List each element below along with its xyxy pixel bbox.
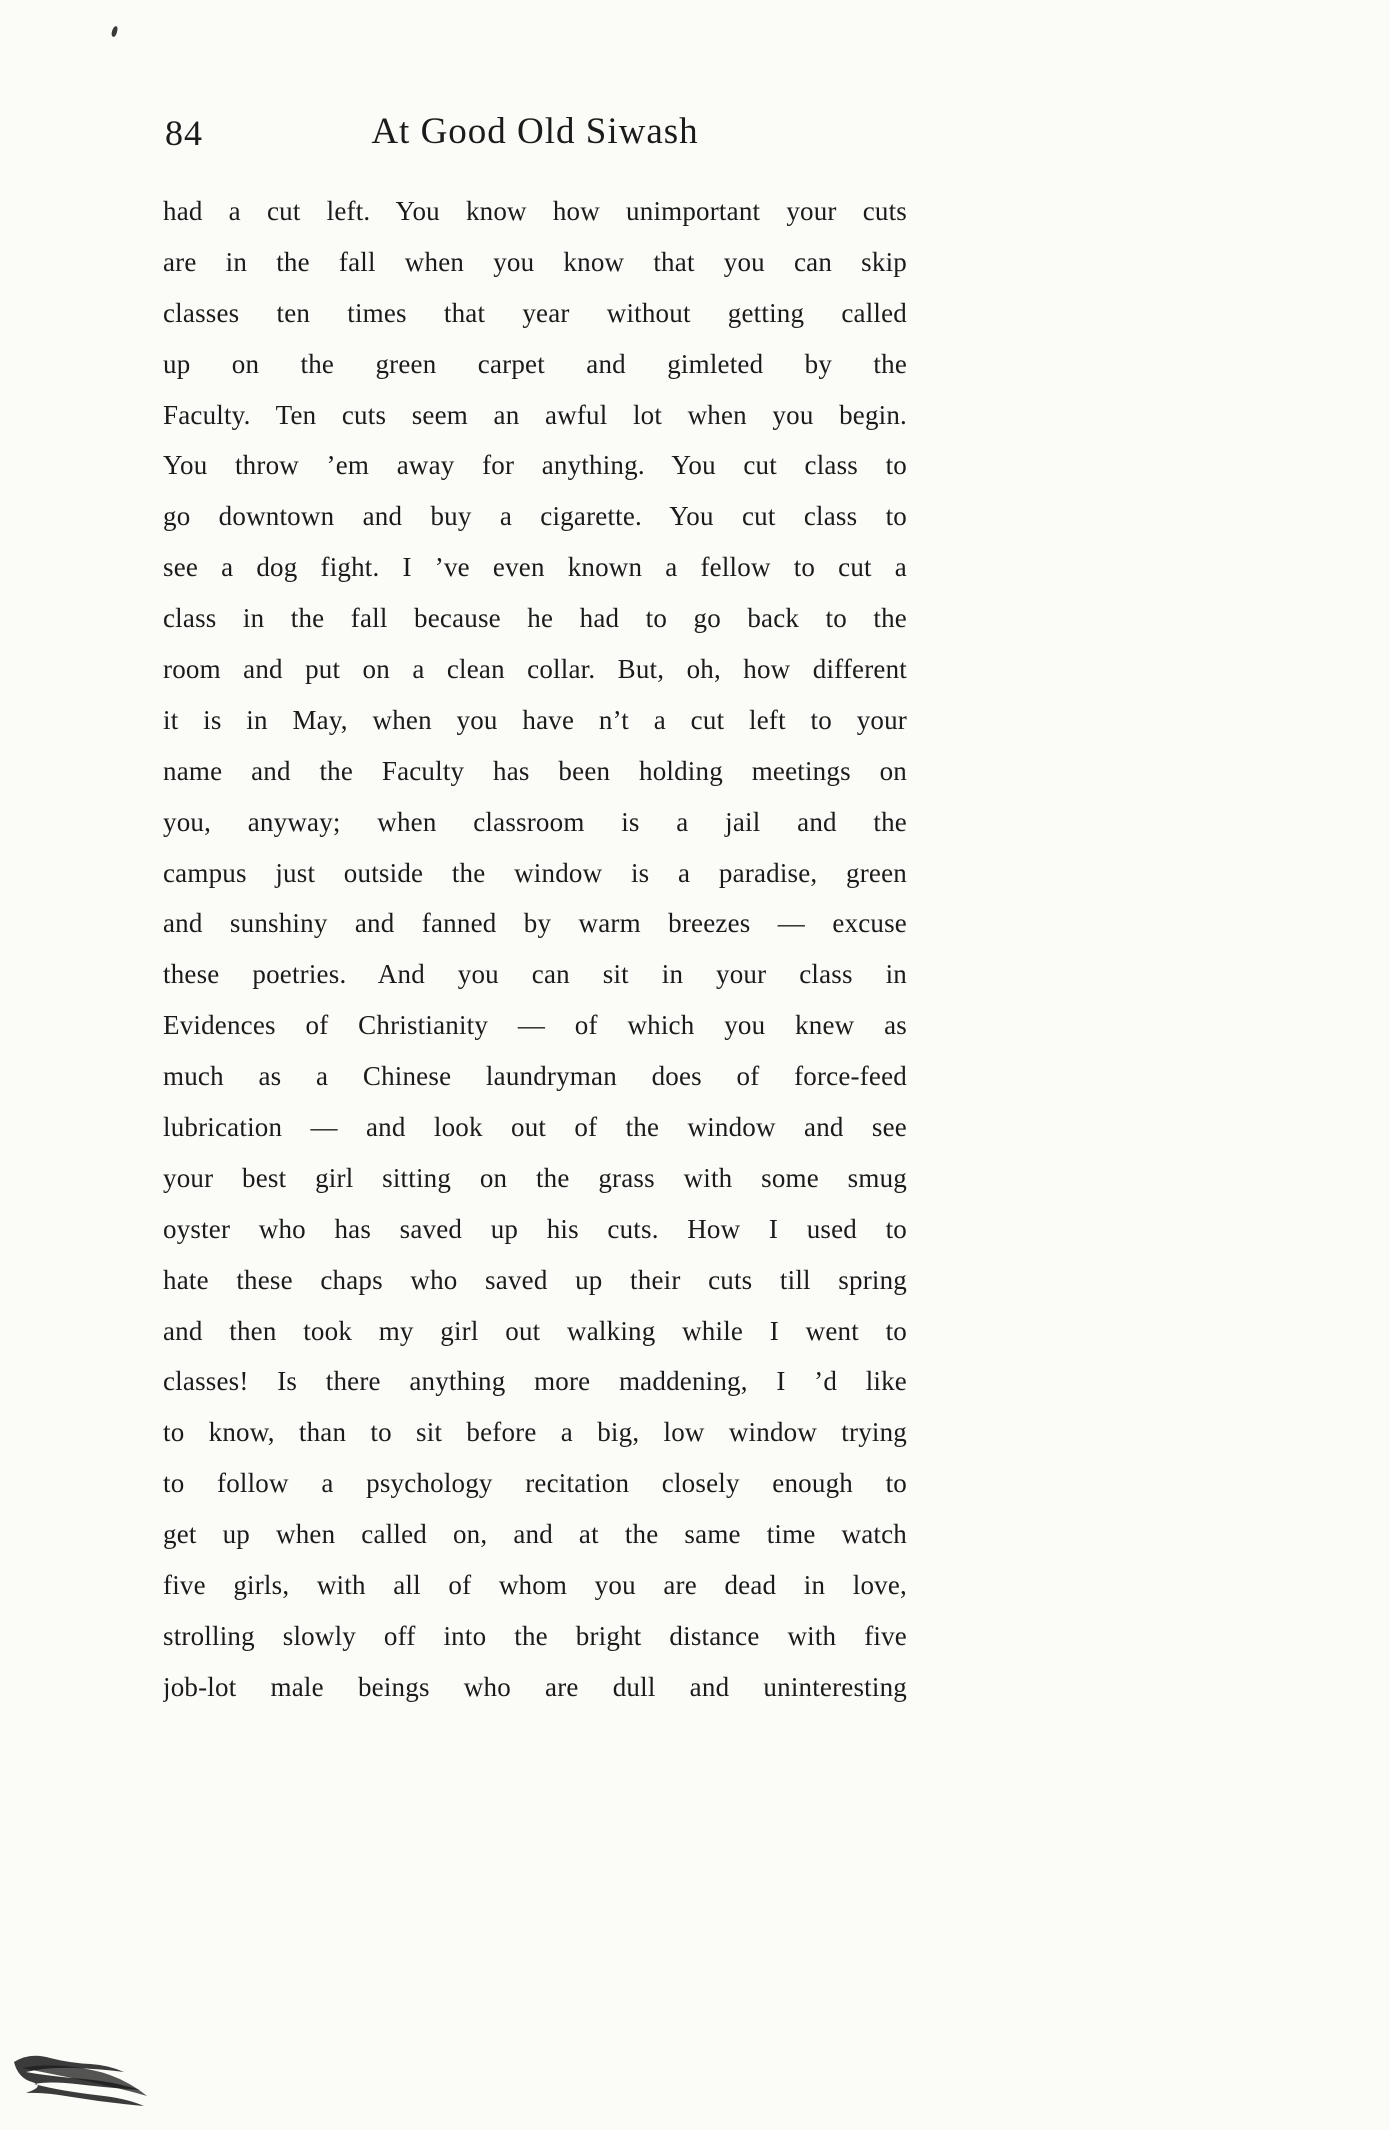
text-line: and then took my girl out walking while I went to (163, 1315, 907, 1346)
text-line: oyster who has saved up his cuts. How I used to (163, 1213, 907, 1244)
running-header (163, 110, 907, 158)
text-line: strolling slowly off into the bright distance with five (163, 1620, 907, 1651)
text-line: classes ten times that year without getting called (163, 297, 907, 328)
text-line: classes! Is there anything more maddening, I ’d like (163, 1366, 907, 1397)
text-line: five girls, with all of whom you are dead in love, (163, 1570, 907, 1601)
text-line: to know, than to sit before a big, low window trying (163, 1417, 907, 1448)
text-line: had a cut left. You know how unimportant your cuts (163, 196, 907, 226)
text-line: you, anyway; when classroom is a jail and the (163, 806, 907, 837)
text-line: get up when called on, and at the same time watch (163, 1519, 907, 1550)
text-line: to follow a psychology recitation closely enough to (163, 1468, 907, 1499)
text-line: Faculty. Ten cuts seem an awful lot when you begin. (163, 399, 907, 430)
text-line: class in the fall because he had to go back to the (163, 603, 907, 634)
text-line: it is in May, when you have n’t a cut left to your (163, 704, 907, 735)
text-line: room and put on a clean collar. But, oh, how different (163, 654, 907, 685)
text-line: lubrication — and look out of the window and see (163, 1112, 907, 1143)
text-line: up on the green carpet and gimleted by the (163, 348, 907, 379)
text-line: see a dog fight. I ’ve even known a fellow to cut a (163, 552, 907, 583)
text-line: your best girl sitting on the grass with some smug (163, 1162, 907, 1193)
text-line: much as a Chinese laundryman does of force-feed (163, 1061, 907, 1092)
page-content (163, 110, 907, 1713)
text-line: these poetries. And you can sit in your class in (163, 959, 907, 990)
text-line: job-lot male beings who are dull and uninteresting (163, 1671, 907, 1702)
body-text (163, 186, 907, 1713)
text-line: are in the fall when you know that you can skip (163, 246, 907, 277)
page-number: 84 (165, 113, 203, 153)
text-line: Evidences of Christianity — of which you knew as (163, 1010, 907, 1041)
scan-speck-icon (111, 26, 119, 38)
text-line: and sunshiny and fanned by warm breezes — excuse (163, 908, 907, 939)
text-line: hate these chaps who saved up their cuts till spring (163, 1264, 907, 1295)
text-line: You throw ’em away for anything. You cut class to (163, 450, 907, 481)
text-line: name and the Faculty has been holding meetings on (163, 755, 907, 786)
text-line: go downtown and buy a cigarette. You cut class to (163, 501, 907, 532)
page-title: At Good Old Siwash (371, 111, 699, 152)
text-line: campus just outside the window is a paradise, green (163, 857, 907, 888)
ink-smudge-icon (12, 2048, 172, 2118)
